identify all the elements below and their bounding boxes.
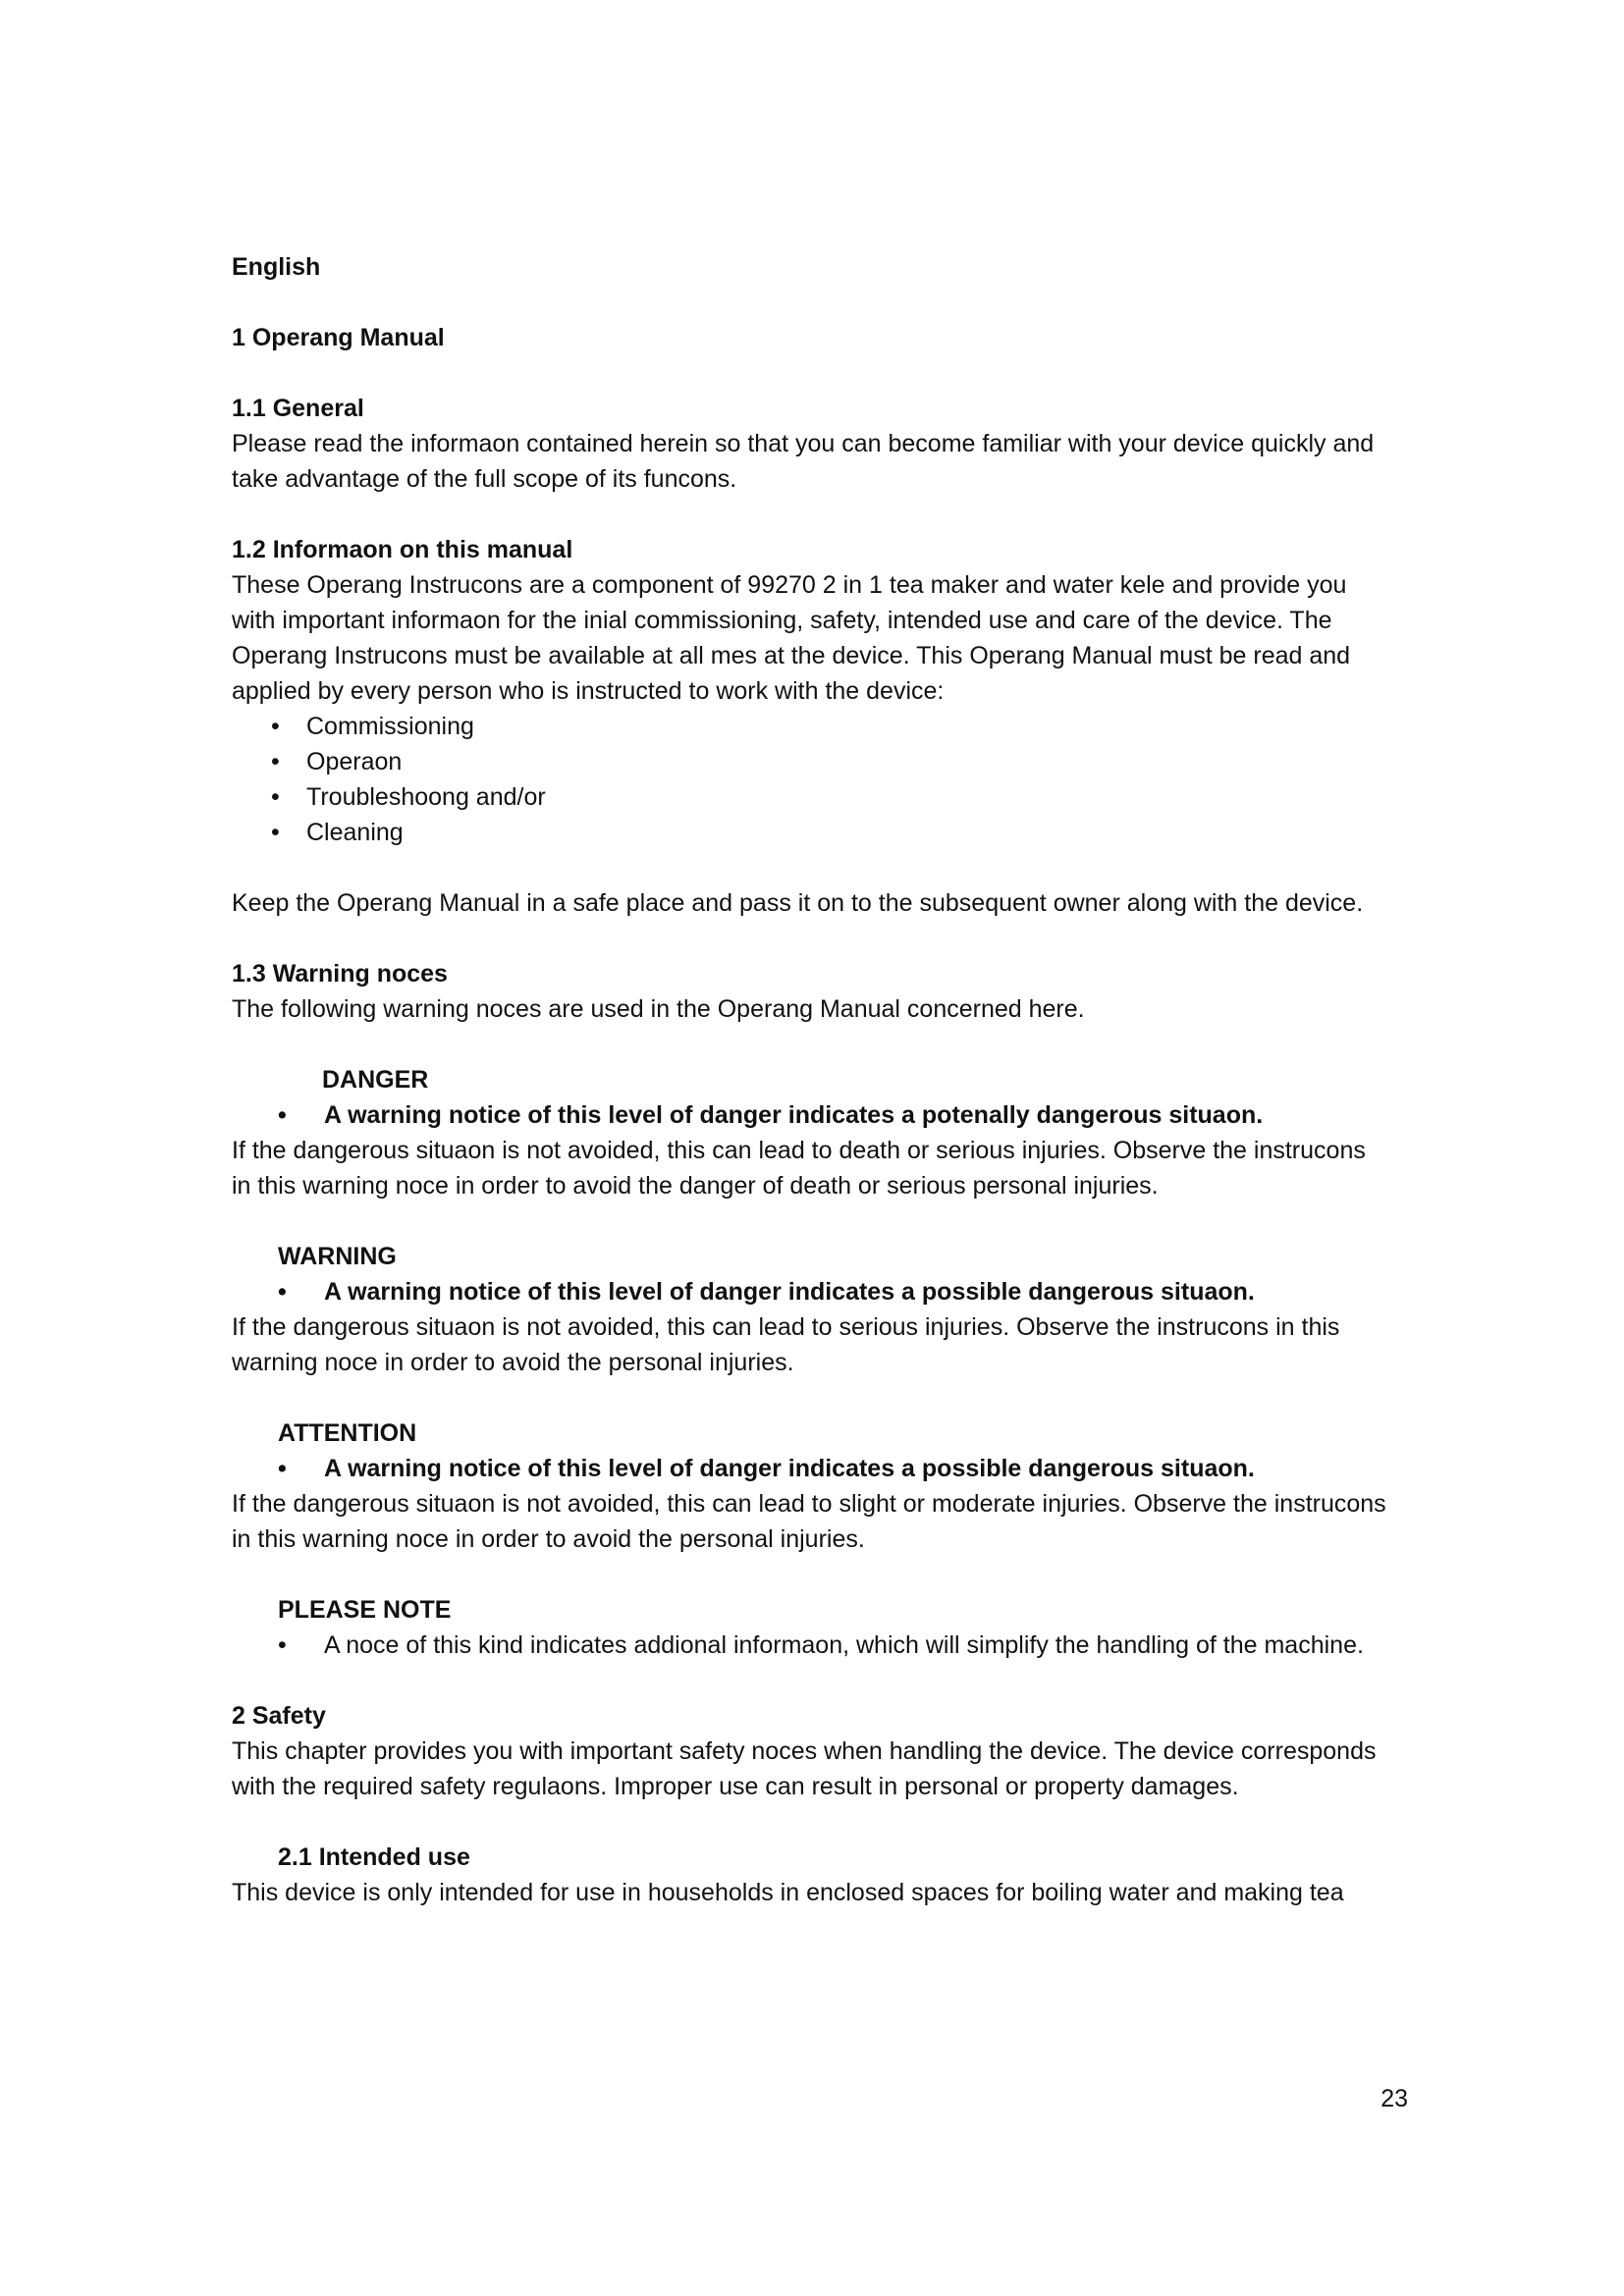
section-2-1-text: This device is only intended for use in households in enclosed spaces for boiling water and making tea [232,1879,1344,1906]
please-note-bullet: • A noce of this kind indicates addional informaon, which will simplify the handling of the machine. [232,1628,1390,1663]
list-item: • Cleaning [271,815,1390,850]
section-1-3-intro: The following warning noces are used in the Operang Manual concerned here. [232,995,1085,1023]
manual-title: 1 Operang Manual [232,324,445,351]
list-item: • Troubleshoong and/or [271,779,1390,815]
language-heading: English [232,253,321,281]
section-2-heading: 2 Safety [232,1702,326,1730]
warning-text: If the dangerous situaon is not avoided, this can lead to serious injuries. Observe the instrucons in this warning noce in order to avoid the personal injuries. [232,1313,1340,1376]
section-1-1-text: Please read the informaon contained herein so that you can become familiar with your device quickly and take advantage of the full scope of its funcons. [232,430,1375,493]
attention-text: If the dangerous situaon is not avoided, this can lead to slight or moderate injuries. Observe the instrucons in this warning noce in order to avoid the personal injuries. [232,1490,1386,1553]
warning-label: WARNING [278,1243,397,1270]
warning-bullet: • A warning notice of this level of danger indicates a possible dangerous situaon. [232,1274,1390,1309]
section-1-2-text: These Operang Instrucons are a component of 99270 2 in 1 tea maker and water kele and provide you with important informaon for the inial commissioning, safety, intended use and care of the device. The Operang Instrucons must be available at all mes at the device. This Operang Manual must be read and applied by every person who is instructed to work with the device: [232,571,1351,705]
attention-label: ATTENTION [278,1419,417,1447]
page-content [232,249,1390,1910]
section-2-1-heading: 2.1 Intended use [278,1843,470,1871]
section-1-2-heading: 1.2 Informaon on this manual [232,536,573,563]
attention-bullet: • A warning notice of this level of danger indicates a possible dangerous situaon. [232,1451,1390,1486]
page-number: 23 [1380,2085,1408,2112]
list-item: • Commissioning [271,709,1390,744]
section-2-text: This chapter provides you with important safety noces when handling the device. The device corresponds with the required safety regulaons. Improper use can result in personal or property damages. [232,1737,1377,1800]
list-item: • Operaon [271,744,1390,779]
personnel-task-list [232,709,1390,850]
danger-text: If the dangerous situaon is not avoided, this can lead to death or serious injuries. Observe the instrucons in this warning noce in order to avoid the danger of death or serious personal injuries. [232,1137,1366,1200]
please-note-label: PLEASE NOTE [278,1596,452,1624]
danger-label: DANGER [322,1066,429,1094]
section-1-1-heading: 1.1 General [232,395,364,422]
section-1-3-heading: 1.3 Warning noces [232,960,448,988]
section-1-2-closing: Keep the Operang Manual in a safe place and pass it on to the subsequent owner along with the device. [232,889,1364,917]
danger-bullet: • A warning notice of this level of danger indicates a potenally dangerous situaon. [232,1097,1390,1133]
